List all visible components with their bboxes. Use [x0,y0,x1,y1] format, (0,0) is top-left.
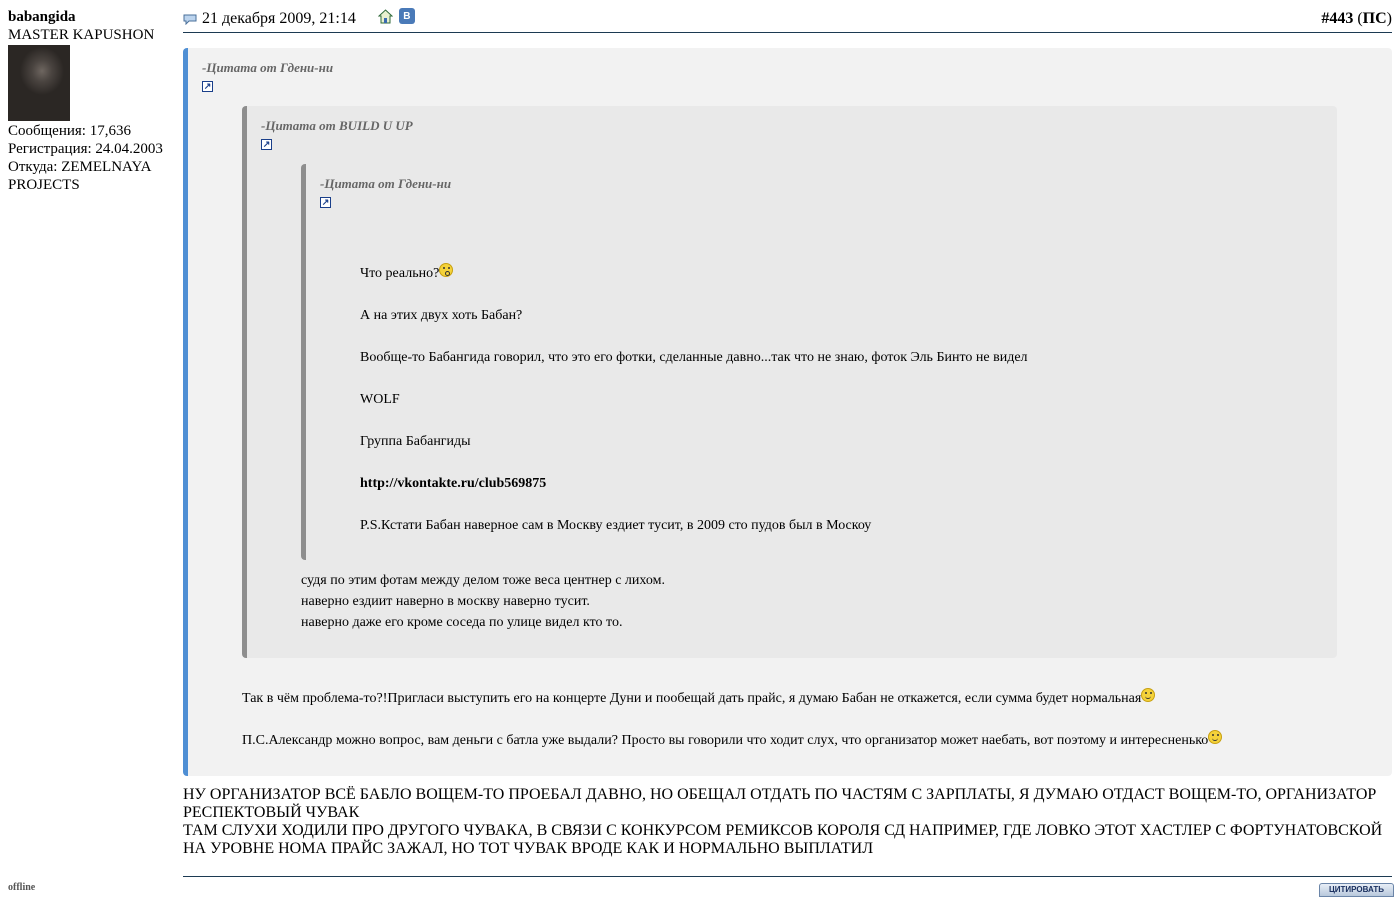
post-body-line: ТАМ СЛУХИ ХОДИЛИ ПРО ДРУГОГО ЧУВАКА, В СВЯЗИ С КОНКУРСОМ РЕМИКСОВ КОРОЛЯ СД НАПРИМЕР, ГДЕ ЛОВКО ЭТОТ ХАСТЛЕР С ФОРТУНАТОВСКОЙ НА УРОВНЕ НОМА ПРАЙС ЗАЖАЛ, НО ТОТ ЧУВАК ВРОДЕ КАК И НОРМАЛЬНО ВЫПЛАТИЛ [183,822,1383,857]
quote-inner-line: А на этих двух хоть Бабан? [360,308,523,323]
post-footer-divider [183,876,1392,877]
user-posts-count: Сообщения: 17,636 [8,123,131,139]
post-number[interactable]: #443 [1321,10,1354,27]
post-body-line: НУ ОРГАНИЗАТОР ВСЁ БАБЛО ВОЩЕМ-ТО ПРОЕБАЛ ДАВНО, НО ОБЕЩАЛ ОТДАТЬ ПО ЧАСТЯМ С ЗАРПЛАТЫ, Я ДУМАЮ ОТДАСТ ВОЩЕМ-ТО, ОРГАНИЗАТОР РЕСПЕКТОВЫЙ ЧУВАК [183,786,1377,821]
user-location: Откуда: ZEMELNAYA PROJECTS [8,159,151,193]
quote-outer-line: П.С.Александр можно вопрос, вам деньги с батла уже выдали? Просто вы говорили что ходит слух, что организатор может наебать, вот поэтому и интересненько [242,733,1222,749]
ps-link[interactable]: ПС [1362,10,1387,27]
quote-middle-header: -Цитата от BUILD U UP [261,118,413,133]
post-header [183,8,1392,33]
post-body [183,786,1392,858]
jump-to-post-icon[interactable]: ↗ [262,139,271,149]
quote-middle-line: наверно даже его кроме соседа по улице видел кто то. [301,615,623,630]
smiley-icon [1141,688,1155,702]
quote-inner-line: WOLF [360,392,400,407]
vk-club-link[interactable]: http://vkontakte.ru/club569875 [360,476,547,491]
smiley-icon [439,263,453,277]
user-title: MASTER KAPUSHON [8,27,155,43]
post-number-area: #443 (ПС) [1321,10,1392,27]
home-icon[interactable] [378,9,393,24]
quote-outer-header: -Цитата от Гдени-ни [202,60,334,75]
quote-inner-line: Группа Бабангиды [360,434,471,449]
avatar[interactable] [8,45,70,121]
username[interactable]: babangida [8,9,76,25]
quote-middle-line: судя по этим фотам между делом тоже веса центнер с лихом. [301,573,665,588]
quote-inner-line: Что реально? [360,266,453,282]
vk-share-icon[interactable]: B [399,8,415,24]
quote-button[interactable]: ЦИТИРОВАТЬ [1319,883,1394,897]
post-icon [183,14,197,25]
quote-inner-line: P.S.Кстати Бабан наверное сам в Москву ездиет тусит, в 2009 сто пудов был в Москоу [360,518,872,533]
quote-inner-header: -Цитата от Гдени-ни [320,176,452,191]
quote-inner-line: Вообще-то Бабангида говорил, что это его фотки, сделанные давно...так что не знаю, фоток Эль Бинто не видел [360,350,1028,365]
user-sidebar [8,8,178,194]
jump-to-post-icon[interactable]: ↗ [321,197,330,207]
quote-outer-line: Так в чём проблема-то?!Пригласи выступить его на концерте Дуни и пообещай дать прайс, я думаю Бабан не откажется, если сумма будет нормальная [242,691,1155,707]
quote-middle-line: наверно ездиит наверно в москву наверно тусит. [301,594,590,609]
smiley-icon [1208,730,1222,744]
post-date: 21 декабря 2009, 21:14 [202,10,356,27]
jump-to-post-icon[interactable]: ↗ [203,81,212,91]
online-status: offline [8,882,36,893]
user-registered: Регистрация: 24.04.2003 [8,141,163,157]
